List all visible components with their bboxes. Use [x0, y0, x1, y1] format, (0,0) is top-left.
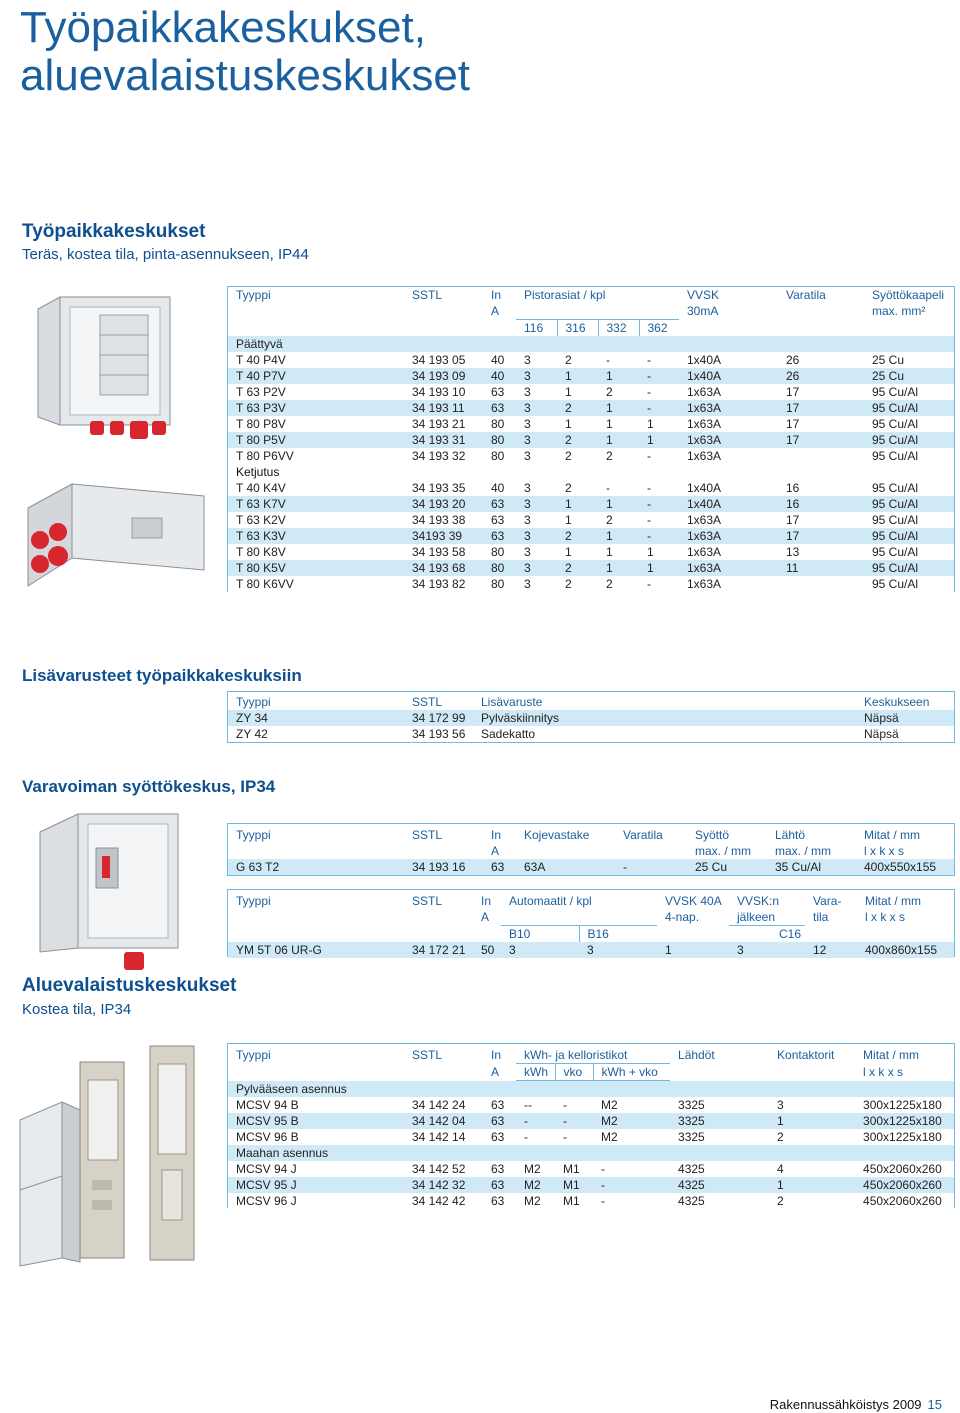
table-cell: 2 — [557, 576, 598, 592]
table-cell: T 80 P8V — [228, 416, 404, 432]
table-cell: 34 193 58 — [404, 544, 483, 560]
table-cell: 1 — [557, 368, 598, 384]
table-cell: 1 — [598, 544, 639, 560]
table-cell: - — [593, 1193, 670, 1209]
table-cell: 1x63A — [679, 560, 778, 576]
section3-title: Varavoiman syöttökeskus, IP34 — [22, 777, 276, 796]
table-cell: 1x40A — [679, 368, 778, 384]
table-cell: 1 — [598, 416, 639, 432]
table-row — [228, 560, 954, 576]
table-cell: 1 — [639, 544, 679, 560]
table-cell: 80 — [483, 448, 516, 464]
col-mitat: Mitat / mm — [857, 893, 954, 909]
table-cell: 3325 — [670, 1097, 769, 1113]
table-cell: 1x40A — [679, 352, 778, 368]
table-cell: 80 — [483, 432, 516, 448]
table-cell: T 63 K3V — [228, 528, 404, 544]
table-cell: 95 Cu/Al — [864, 496, 954, 512]
table-cell: 1x63A — [679, 576, 778, 592]
table-cell: 1 — [598, 432, 639, 448]
table-cell: 1 — [769, 1177, 855, 1193]
table-cell: 34 193 11 — [404, 400, 483, 416]
table-cell: 95 Cu/Al — [864, 576, 954, 592]
table-cell: 16 — [778, 480, 864, 496]
table-cell: - — [639, 384, 679, 400]
table-cell: 3 — [516, 352, 557, 368]
unit-30ma: 30mA — [679, 303, 778, 320]
table-cell: 2 — [598, 512, 639, 528]
table-cell: - — [516, 1129, 555, 1145]
table-cell: 63 — [483, 1177, 516, 1193]
table-cell: 1x63A — [679, 416, 778, 432]
table-cell: T 63 K2V — [228, 512, 404, 528]
col-vvsk40a: VVSK 40A — [657, 893, 729, 909]
table-cell: 1 — [598, 400, 639, 416]
table-cell: 63 — [483, 400, 516, 416]
table-cell: T 80 P6VV — [228, 448, 404, 464]
table-cell: 34 142 42 — [404, 1193, 483, 1209]
col-lisavaruste: Lisävaruste — [473, 694, 856, 710]
table-cell: 2 — [557, 480, 598, 496]
col-mitat: Mitat / mm — [856, 827, 954, 843]
col-varatila: Varatila — [778, 287, 864, 303]
table-cell: 95 Cu/Al — [864, 480, 954, 496]
table-cell: 80 — [483, 416, 516, 432]
table-cell: 1 — [598, 560, 639, 576]
table-cell: 2 — [557, 352, 598, 368]
page-number: 15 — [927, 1397, 942, 1412]
table-row — [228, 1161, 954, 1177]
table-cell: MCSV 96 B — [228, 1129, 404, 1145]
table-row — [228, 496, 954, 512]
table-cell: 63 — [483, 528, 516, 544]
table-cell: 3 — [516, 560, 557, 576]
table-cell: 3 — [516, 512, 557, 528]
table-cell: M2 — [516, 1177, 555, 1193]
table-cell: 95 Cu/Al — [864, 400, 954, 416]
table-cell: 1x63A — [679, 432, 778, 448]
table-cell: 80 — [483, 560, 516, 576]
table-cell: 13 — [778, 544, 864, 560]
table-cell: 17 — [778, 384, 864, 400]
col-vvskn: VVSK:n — [729, 893, 805, 909]
table-cell: 1 — [639, 432, 679, 448]
table-row — [228, 1177, 954, 1193]
table-cell: - — [639, 528, 679, 544]
table-cell: 3 — [516, 416, 557, 432]
table-row — [228, 1193, 954, 1209]
table-cell: 63 — [483, 496, 516, 512]
table-cell: 34 142 04 — [404, 1113, 483, 1129]
table-cell: 1 — [557, 384, 598, 400]
lighting-cabinets-image — [10, 1040, 210, 1270]
col-in: In — [483, 287, 516, 303]
table-row: G 63 T2 34 193 16 63 63A - 25 Cu 35 Cu/Al 400x550x155 — [228, 859, 954, 875]
table-cell: 1 — [598, 496, 639, 512]
table-row — [228, 1113, 954, 1129]
table-cell: 4325 — [670, 1177, 769, 1193]
socket-362: 362 — [639, 320, 679, 337]
unit-a: A — [483, 303, 516, 320]
table-cell: 1x63A — [679, 544, 778, 560]
table-cell: 95 Cu/Al — [864, 432, 954, 448]
lighting-boards-table: Tyyppi SSTL In kWh- ja kelloristikot Lähdöt Kontaktorit Mitat / mm A kWh vko kWh + vko l x k x s Pylvääseen asennus MCSV 94 B 34 142 24 63 -- - M2 3325 3 300x1225x180 MCSV 95 B 34 142 04 63 - - M2 3325 1 300x1225x180 MCSV 96 B 34 142 14 63 - - M2 3325 2 300x1225x180 Maahan asennus MCSV 94 J 34 142 52 63 M2 M1 - 4325 4 450x2060x260 MCSV 95 J 34 142 32 63 M2 M1 - 4325 1 450x2060x260 MCSV 96 J 34 142 42 63 M2 M1 - 4325 2 450x2060x260 — [228, 1047, 954, 1209]
table-cell: 40 — [483, 480, 516, 496]
table-cell: 17 — [778, 528, 864, 544]
table-cell: 4 — [769, 1161, 855, 1177]
socket-332: 332 — [598, 320, 639, 337]
table-cell: - — [555, 1129, 593, 1145]
socket-116: 116 — [516, 320, 557, 337]
table-cell: 2 — [557, 528, 598, 544]
standby-board-image — [30, 802, 190, 972]
table-cell: 4325 — [670, 1161, 769, 1177]
table-cell: 4325 — [670, 1193, 769, 1209]
table-cell: 26 — [778, 352, 864, 368]
col-tyyppi: Tyyppi — [228, 694, 404, 710]
table-cell: 40 — [483, 352, 516, 368]
col-tyyppi: Tyyppi — [228, 287, 404, 303]
table-cell: 34 193 68 — [404, 560, 483, 576]
table-cell: - — [639, 352, 679, 368]
table-cell: 34 142 32 — [404, 1177, 483, 1193]
table-cell: 34 142 14 — [404, 1129, 483, 1145]
table-cell: M2 — [516, 1161, 555, 1177]
table-cell: 1 — [557, 512, 598, 528]
table-cell: 95 Cu/Al — [864, 512, 954, 528]
table-cell: 1 — [598, 368, 639, 384]
table-cell: - — [593, 1177, 670, 1193]
table-cell: 40 — [483, 368, 516, 384]
table-cell: T 40 K4V — [228, 480, 404, 496]
table-cell: 95 Cu/Al — [864, 384, 954, 400]
table-row — [228, 512, 954, 528]
col-lahdot: Lähdöt — [670, 1047, 769, 1064]
standby-breakers-table: Tyyppi SSTL In Automaatit / kpl VVSK 40A VVSK:n Vara- Mitat / mm A 4-nap. jälkeen tila l x k x s B10 B16 C16 YM 5T 06 UR-G 34 172 21 50 3 3 1 3 12 400x860x155 — [228, 893, 954, 958]
table-cell: M1 — [555, 1177, 593, 1193]
table-row — [228, 352, 954, 368]
table-cell: 3 — [516, 496, 557, 512]
col-keskukseen: Keskukseen — [856, 694, 954, 710]
table-cell: 2 — [769, 1129, 855, 1145]
table-cell: 34193 39 — [404, 528, 483, 544]
table-row — [228, 544, 954, 560]
table-cell: 34 142 24 — [404, 1097, 483, 1113]
table-cell: 1 — [598, 528, 639, 544]
col-sstl: SSTL — [404, 694, 473, 710]
table-cell: 63 — [483, 384, 516, 400]
table-cell: 450x2060x260 — [855, 1161, 954, 1177]
col-pistorasiat: Pistorasiat / kpl — [516, 287, 679, 303]
table-cell: 1x63A — [679, 512, 778, 528]
section1-subtitle: Teräs, kostea tila, pinta-asennukseen, IP44 — [22, 246, 309, 263]
col-vvsk: VVSK — [679, 287, 778, 303]
table-cell: 34 193 05 — [404, 352, 483, 368]
table-cell: MCSV 94 B — [228, 1097, 404, 1113]
table-cell: 2 — [557, 448, 598, 464]
table-cell: 2 — [598, 576, 639, 592]
table-cell: 1x63A — [679, 400, 778, 416]
table-cell: 25 Cu — [864, 368, 954, 384]
col-lahto: Lähtö — [767, 827, 856, 843]
table-cell: 34 193 32 — [404, 448, 483, 464]
table-cell: 1x63A — [679, 528, 778, 544]
table-cell: 95 Cu/Al — [864, 560, 954, 576]
table-cell: M2 — [593, 1129, 670, 1145]
table-cell: 11 — [778, 560, 864, 576]
unit-max-mm2: max. mm² — [864, 303, 954, 320]
table-cell: MCSV 94 J — [228, 1161, 404, 1177]
table-cell: 3325 — [670, 1113, 769, 1129]
col-tyyppi: Tyyppi — [228, 827, 404, 843]
accessories-table — [228, 694, 954, 742]
table-cell: 34 193 21 — [404, 416, 483, 432]
table-cell: 1 — [557, 416, 598, 432]
table-cell: 2 — [769, 1193, 855, 1209]
table-cell: 63 — [483, 1161, 516, 1177]
group-paattyva: Päättyvä — [228, 336, 954, 352]
table-cell: 450x2060x260 — [855, 1193, 954, 1209]
section1-title: Työpaikkakeskukset — [22, 221, 206, 242]
col-varatila: Varatila — [615, 827, 687, 843]
table-cell: - — [639, 576, 679, 592]
table-cell: 63 — [483, 512, 516, 528]
table-cell: M2 — [593, 1113, 670, 1129]
table-cell: - — [639, 496, 679, 512]
table-cell: 63 — [483, 1113, 516, 1129]
table-cell: T 40 P4V — [228, 352, 404, 368]
table-cell: 95 Cu/Al — [864, 448, 954, 464]
table-cell: 17 — [778, 416, 864, 432]
table-cell: T 40 P7V — [228, 368, 404, 384]
col-syotto: Syöttö — [687, 827, 767, 843]
table-cell: 3 — [516, 448, 557, 464]
table-row — [228, 576, 954, 592]
table-cell: MCSV 95 J — [228, 1177, 404, 1193]
page-title — [20, 4, 470, 100]
table-cell: 34 193 35 — [404, 480, 483, 496]
table-cell: T 80 K8V — [228, 544, 404, 560]
table-cell: 95 Cu/Al — [864, 544, 954, 560]
page-title-line1: Työpaikkakeskukset, — [20, 3, 426, 52]
col-in: In — [483, 827, 516, 843]
distribution-board-closed-image — [22, 478, 212, 598]
table-cell: - — [598, 480, 639, 496]
footer-text: Rakennussähköistys 2009 — [769, 1397, 922, 1412]
table-row — [228, 528, 954, 544]
table-row: ZY 42 34 193 56 Sadekatto Näpsä — [228, 726, 954, 742]
table-row — [228, 368, 954, 384]
table-cell: 34 193 31 — [404, 432, 483, 448]
table-row — [228, 1129, 954, 1145]
table-cell: 17 — [778, 432, 864, 448]
table-row — [228, 416, 954, 432]
table-cell: 2 — [598, 384, 639, 400]
table-cell: - — [639, 448, 679, 464]
table-cell: 17 — [778, 512, 864, 528]
table-cell: 2 — [557, 432, 598, 448]
section4-title: Aluevalaistuskeskukset — [22, 975, 237, 996]
table-cell: 3 — [516, 528, 557, 544]
col-syottokaapeli: Syöttökaapeli — [864, 287, 954, 303]
table-cell: - — [639, 512, 679, 528]
table-cell: 80 — [483, 576, 516, 592]
table-cell: 2 — [557, 400, 598, 416]
table-cell: 34 193 38 — [404, 512, 483, 528]
table-cell: 16 — [778, 496, 864, 512]
table-cell: 63 — [483, 1097, 516, 1113]
section2-title: Lisävarusteet työpaikkakeskuksiin — [22, 666, 302, 685]
table-cell: 25 Cu — [864, 352, 954, 368]
table-cell: - — [516, 1113, 555, 1129]
table-row: ZY 34 34 172 99 Pylväskiinnitys Näpsä — [228, 710, 954, 726]
section4-subtitle: Kostea tila, IP34 — [22, 1001, 132, 1018]
table-cell: 3 — [516, 576, 557, 592]
table-cell: 3 — [516, 384, 557, 400]
table-cell: 95 Cu/Al — [864, 416, 954, 432]
col-kwh-kellorisikot: kWh- ja kelloristikot — [516, 1047, 670, 1064]
table-cell: 1x40A — [679, 480, 778, 496]
table-cell: 3 — [516, 480, 557, 496]
col-vara: Vara- — [805, 893, 857, 909]
socket-316: 316 — [557, 320, 598, 337]
table-cell: 1x40A — [679, 496, 778, 512]
table-cell: T 63 P2V — [228, 384, 404, 400]
table-row — [228, 432, 954, 448]
table-cell: 63 — [483, 1129, 516, 1145]
table-row: YM 5T 06 UR-G 34 172 21 50 3 3 1 3 12 400x860x155 — [228, 942, 954, 958]
col-automaatit: Automaatit / kpl — [501, 893, 657, 909]
table-cell: - — [555, 1097, 593, 1113]
table-cell: 1 — [557, 544, 598, 560]
col-kojevastake: Kojevastake — [516, 827, 615, 843]
table-cell: - — [639, 480, 679, 496]
table-cell: 63 — [483, 1193, 516, 1209]
table-cell: 300x1225x180 — [855, 1113, 954, 1129]
distribution-board-open-image — [30, 285, 190, 445]
table-cell: 2 — [598, 448, 639, 464]
table-cell: 1x63A — [679, 384, 778, 400]
table-cell: T 63 K7V — [228, 496, 404, 512]
table-cell: MCSV 96 J — [228, 1193, 404, 1209]
table-cell: T 80 P5V — [228, 432, 404, 448]
table-cell: M2 — [516, 1193, 555, 1209]
table-cell: 300x1225x180 — [855, 1129, 954, 1145]
table-cell — [778, 448, 864, 464]
table-cell: - — [639, 368, 679, 384]
table-cell: 1x63A — [679, 448, 778, 464]
group-pylvaaseen-asennus: Pylvääseen asennus — [228, 1081, 954, 1098]
table-row — [228, 480, 954, 496]
table-cell: 80 — [483, 544, 516, 560]
col-sstl: SSTL — [404, 287, 483, 303]
table-cell: 34 193 82 — [404, 576, 483, 592]
table-cell: 3 — [516, 400, 557, 416]
table-cell: 34 193 09 — [404, 368, 483, 384]
table-cell: - — [555, 1113, 593, 1129]
group-ketjutus: Ketjutus — [228, 464, 954, 480]
table-cell: 1 — [639, 560, 679, 576]
table-cell: 450x2060x260 — [855, 1177, 954, 1193]
table-row — [228, 448, 954, 464]
table-cell: M1 — [555, 1161, 593, 1177]
table-cell: M2 — [593, 1097, 670, 1113]
table-cell: 34 193 10 — [404, 384, 483, 400]
table-cell: T 80 K6VV — [228, 576, 404, 592]
table-cell: 3 — [516, 544, 557, 560]
table-cell: - — [598, 352, 639, 368]
table-cell: M1 — [555, 1193, 593, 1209]
table-cell: MCSV 95 B — [228, 1113, 404, 1129]
table-cell — [778, 576, 864, 592]
page-title-line2: aluevalaistuskeskukset — [20, 51, 471, 100]
table-cell: 1 — [639, 416, 679, 432]
table-row — [228, 400, 954, 416]
col-kontaktorit: Kontaktorit — [769, 1047, 855, 1064]
col-sstl: SSTL — [404, 827, 483, 843]
group-maahan-asennus: Maahan asennus — [228, 1145, 954, 1161]
standby-table: Tyyppi SSTL In Kojevastake Varatila Syöttö Lähtö Mitat / mm A max. / mm max. / mm l x k x s G 63 T2 34 193 16 63 63A - 25 Cu 35 Cu/Al 400x550x155 — [228, 827, 954, 875]
table-cell: 34 193 20 — [404, 496, 483, 512]
table-cell: 17 — [778, 400, 864, 416]
table-cell: - — [593, 1161, 670, 1177]
table-cell: 3325 — [670, 1129, 769, 1145]
table-row — [228, 384, 954, 400]
col-mitat: Mitat / mm — [855, 1047, 954, 1064]
table-cell: 3 — [769, 1097, 855, 1113]
table-cell: 3 — [516, 432, 557, 448]
table-cell: 2 — [557, 560, 598, 576]
table-cell: 3 — [516, 368, 557, 384]
table-row — [228, 1097, 954, 1113]
workplace-boards-table — [228, 287, 954, 592]
table-cell: 1 — [769, 1113, 855, 1129]
table-cell: - — [639, 400, 679, 416]
table-cell: -- — [516, 1097, 555, 1113]
table-cell: 26 — [778, 368, 864, 384]
table-cell: T 80 K5V — [228, 560, 404, 576]
table-cell: 95 Cu/Al — [864, 528, 954, 544]
table-cell: 34 142 52 — [404, 1161, 483, 1177]
table-cell: 300x1225x180 — [855, 1097, 954, 1113]
table-cell: 1 — [557, 496, 598, 512]
footer — [770, 1397, 942, 1412]
table-cell: T 63 P3V — [228, 400, 404, 416]
